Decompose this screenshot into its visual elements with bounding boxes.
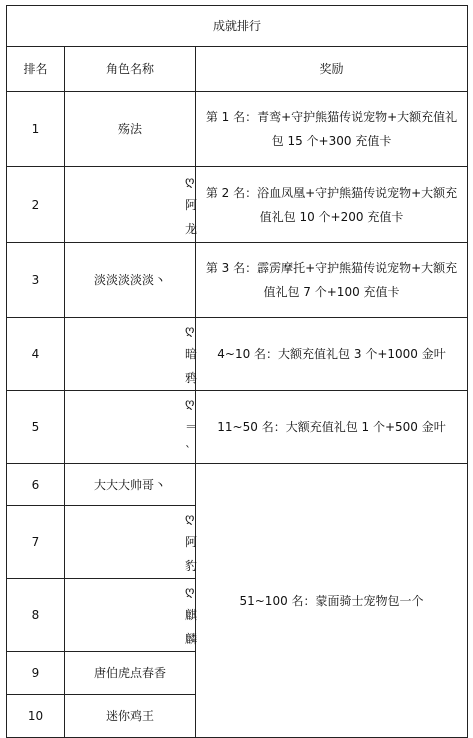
rank-cell: 5 (7, 391, 65, 464)
rank-cell: 8 (7, 579, 65, 652)
merged-reward-cell: 51~100 名：蒙面骑士宠物包一个 (196, 464, 468, 738)
rank-cell: 1 (7, 92, 65, 167)
player-name: ღ阿豹 (65, 506, 196, 579)
player-name: ღ麒麟 (65, 579, 196, 652)
reward-cell: 第 1 名：青鸾+守护熊猫传说宠物+大额充值礼包 15 个+300 充值卡 (196, 92, 468, 167)
reward-cell: 4~10 名：大额充值礼包 3 个+1000 金叶 (196, 318, 468, 391)
rank-cell: 6 (7, 464, 65, 506)
header-row (7, 47, 468, 92)
player-name: ღ阿龙 (65, 167, 196, 243)
header-rank: 排名 (7, 47, 65, 92)
reward-cell: 第 3 名：霹雳摩托+守护熊猫传说宠物+大额充值礼包 7 个+100 充值卡 (196, 243, 468, 318)
rank-cell: 3 (7, 243, 65, 318)
table-row (7, 243, 468, 318)
rank-cell: 2 (7, 167, 65, 243)
player-name: 大大大帅哥丶 (65, 464, 196, 506)
rank-cell: 10 (7, 695, 65, 738)
header-reward: 奖励 (196, 47, 468, 92)
player-name: 淡淡淡淡淡丶 (65, 243, 196, 318)
table-row (7, 318, 468, 391)
header-name: 角色名称 (65, 47, 196, 92)
player-name: 殇法 (65, 92, 196, 167)
player-name: 唐伯虎点春香 (65, 652, 196, 695)
player-name: 迷你鸡王 (65, 695, 196, 738)
table-title-row (7, 6, 468, 47)
table-row (7, 464, 468, 506)
player-name: ღ暗鸦 (65, 318, 196, 391)
rank-cell: 7 (7, 506, 65, 579)
table-row (7, 167, 468, 243)
player-name: ღ＝` (65, 391, 196, 464)
rank-cell: 4 (7, 318, 65, 391)
rank-cell: 9 (7, 652, 65, 695)
table-title: 成就排行 (7, 6, 468, 47)
table-row (7, 92, 468, 167)
table-row (7, 391, 468, 464)
reward-cell: 11~50 名：大额充值礼包 1 个+500 金叶 (196, 391, 468, 464)
achievement-ranking-table (6, 5, 468, 738)
reward-cell: 第 2 名：浴血凤凰+守护熊猫传说宠物+大额充值礼包 10 个+200 充值卡 (196, 167, 468, 243)
